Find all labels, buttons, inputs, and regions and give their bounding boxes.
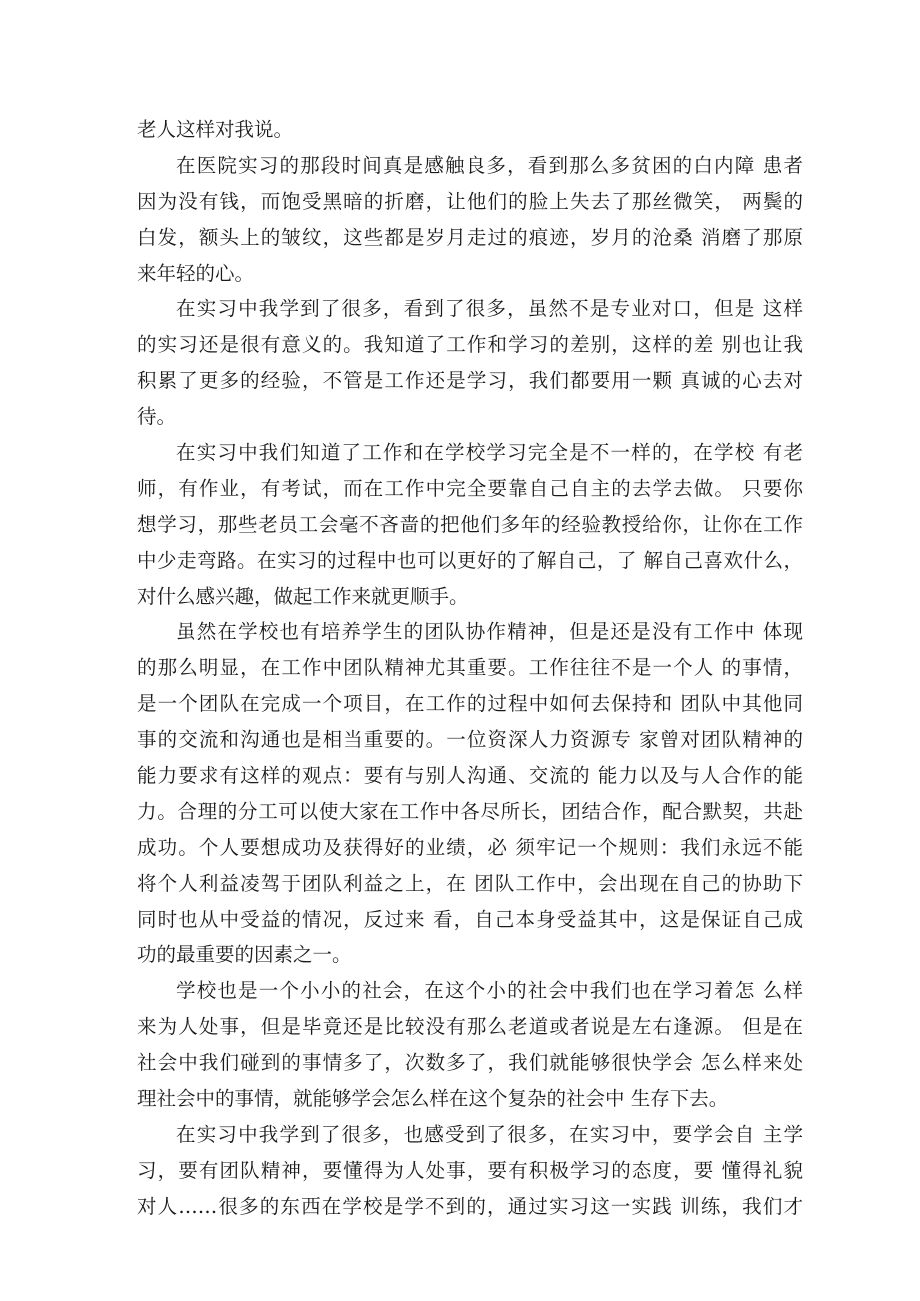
paragraph [137, 973, 803, 1117]
paragraph-line: 能力要求有这样的观点：要有与别人沟通、交流的 能力以及与人合作的能 [137, 764, 803, 788]
paragraph-line: 在实习中我们知道了工作和在学校学习完全是不一样的，在学校 有老 [176, 441, 803, 465]
paragraph-line: 师，有作业，有考试，而在工作中完全要靠自己自主的去学去做。 只要你 [137, 476, 803, 500]
paragraph-line: 事的交流和沟通也是相当重要的。一位资深人力资源专 家曾对团队精神的 [137, 728, 803, 752]
paragraph-line: 白发，额头上的皱纹，这些都是岁月走过的痕迹，岁月的沧桑 消磨了那原 [137, 225, 803, 249]
paragraph [137, 1117, 803, 1225]
paragraph-line: 因为没有钱，而饱受黑暗的折磨，让他们的脸上失去了那丝微笑， 两鬓的 [137, 189, 803, 213]
paragraph-line: 力。合理的分工可以使大家在工作中各尽所长，团结合作，配合默契，共赴 [137, 799, 803, 823]
paragraph [137, 435, 803, 614]
paragraph [137, 614, 803, 973]
paragraph-line: 是一个团队在完成一个项目，在工作的过程中如何去保持和 团队中其他同 [137, 692, 803, 716]
paragraph-line: 在医院实习的那段时间真是感触良多，看到那么多贫困的白内障 患者 [176, 153, 803, 177]
paragraph-line: 学校也是一个小小的社会，在这个小的社会中我们也在学习着怎 么样 [176, 979, 803, 1003]
paragraph [137, 112, 803, 148]
paragraph [137, 148, 803, 292]
paragraph [137, 291, 803, 435]
paragraph-line: 虽然在学校也有培养学生的团队协作精神，但是还是没有工作中 体现 [176, 620, 803, 644]
paragraph-line: 将个人利益凌驾于团队利益之上，在 团队工作中，会出现在自己的协助下 [137, 871, 803, 895]
paragraph-line: 积累了更多的经验，不管是工作还是学习，我们都要用一颗 真诚的心去对 [137, 369, 803, 393]
paragraph-line: 想学习，那些老员工会毫不吝啬的把他们多年的经验教授给你，让你在工作 [137, 512, 803, 536]
paragraph-line: 老人这样对我说。 [137, 118, 294, 141]
paragraph-line: 功的最重要的因素之一。 [137, 943, 352, 967]
paragraph-line: 成功。个人要想成功及获得好的业绩，必 须牢记一个规则：我们永远不能 [137, 835, 803, 859]
paragraph-line: 习，要有团队精神，要懂得为人处事，要有积极学习的态度，要 懂得礼貌 [137, 1158, 803, 1182]
paragraph-line: 理社会中的事情，就能够学会怎么样在这个复杂的社会中 生存下去。 [137, 1087, 729, 1111]
paragraph-line: 在实习中我学到了很多，看到了很多，虽然不是专业对口，但是 这样 [176, 297, 803, 321]
paragraph-line: 对什么感兴趣，做起工作来就更顺手。 [137, 584, 469, 608]
paragraph-line: 同时也从中受益的情况，反过来 看，自己本身受益其中，这是保证自己成 [137, 907, 803, 931]
paragraph-line: 来年轻的心。 [137, 261, 255, 285]
paragraph-line: 来为人处事，但是毕竟还是比较没有那么老道或者说是左右逢源。 但是在 [137, 1015, 803, 1039]
paragraph-line: 待。 [137, 405, 177, 429]
paragraph-line: 的那么明显，在工作中团队精神尤其重要。工作往往不是一个人 的事情， [137, 656, 803, 680]
paragraph-line: 中少走弯路。在实习的过程中也可以更好的了解自己，了 解自己喜欢什么， [137, 548, 803, 572]
paragraph-line: 在实习中我学到了很多，也感受到了很多，在实习中，要学会自 主学 [176, 1122, 803, 1146]
document-body [137, 112, 803, 1225]
paragraph-line: 对人……很多的东西在学校是学不到的，通过实习这一实践 训练，我们才 [137, 1194, 803, 1218]
paragraph-line: 社会中我们碰到的事情多了，次数多了，我们就能够很快学会 怎么样来处 [137, 1051, 803, 1075]
paragraph-line: 的实习还是很有意义的。我知道了工作和学习的差别，这样的差 别也让我 [137, 333, 803, 357]
